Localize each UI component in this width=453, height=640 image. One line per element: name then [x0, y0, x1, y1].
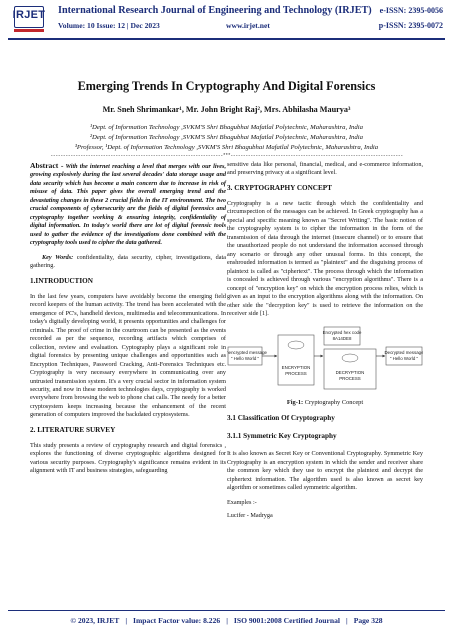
footer-divider [8, 610, 445, 611]
paper-title: Emerging Trends In Cryptography And Digital Forensics [77, 79, 376, 93]
affiliation-2: ²Dept. of Information Technology ,SVKM'S Shri Bhagubhai Mafatlal Polytechnic, Maharashtra, India [90, 134, 363, 141]
encrypted-label: Encrypted hex code [322, 329, 362, 335]
right-column [227, 161, 423, 525]
decrypted-value: " Hello World " [389, 355, 419, 361]
decrypted-label: Decrypted message [384, 349, 423, 355]
keywords-label: Key Words: [42, 253, 74, 261]
symmetric-key-text: It is also known as Secret Key or Conventional Cryptography. Symmetric Key Cryptography is an encryption system in which the sender and receiver share the common key which they use to encrypt the plaintext and decrypt the ciphertext information. The algorithm used is also known as secret key algorithm or sometimes called symmetric algorithm. [227, 450, 423, 492]
affiliation-1: ¹Dept. of Information Technology ,SVKM'S Shri Bhagubhai Mafatlal Polytechnic, Maharashtra, India [90, 124, 363, 131]
symmetric-key-heading: 3.1.1 Symmetric Key Cryptography [227, 432, 337, 441]
encryption-process-box [278, 335, 314, 385]
encrypted-value: 8A14DE8 [332, 335, 352, 341]
decryption-label-1: DECRYPTION [335, 369, 365, 375]
figure-caption-text: Cryptography Concept [303, 398, 364, 406]
e-issn: e-ISSN: 2395-0056 [379, 6, 443, 15]
volume-issue: Volume: 10 Issue: 12 | Dec 2023 [58, 21, 160, 30]
left-column [30, 161, 226, 482]
footer-impact-factor: Impact Factor value: 8.226 [133, 616, 221, 625]
paper-authors: Mr. Sneh Shrimankar¹, Mr. John Bright Raj², Mrs. Abhilasha Maurya³ [102, 105, 351, 114]
decryption-label-2: PROCESS [339, 375, 361, 381]
literature-survey-continued: sensitive data like personal, financial, medical, and e-commerce information, and preserving privacy at a significant level. [227, 161, 423, 177]
journal-footer: © 2023, IRJET | Impact Factor value: 8.226 | ISO 9001:2008 Certified Journal | Page 328 [70, 616, 383, 625]
unencrypted-value: " Hello World " [230, 355, 260, 361]
example-item: Lucifer - Madryga [227, 512, 273, 519]
abstract-text: With the internet reaching a level that merges with our lives, growing explosively during the last several decades' data storage usage and data security which has become a main concern due to increase in risk of misuse of data. This paper gives the overall emerging trend and the devastating changes in these 2 crucial fields in the IT environment. The two crucial components of cybersecurity are the fields of digital forensics and cryptography together working & ensuring integrity, confidentiality of digital information. In today's world there are lot of digital forensic tools used to gather the evidence of the investigations done combined with the cryptography tools used to cipher the data gathered. [30, 163, 227, 247]
classification-heading: 3.1 Classification Of Cryptography [227, 414, 335, 423]
examples-label: Examples :- [227, 498, 257, 506]
figure-diagram [227, 325, 423, 393]
header-divider [8, 38, 445, 40]
keywords-text: confidentiality, data security, cipher, investigations, data gathering. [30, 253, 226, 270]
figure-caption [227, 399, 423, 408]
abstract [30, 161, 226, 248]
irjet-logo [8, 4, 50, 36]
footer-iso: ISO 9001:2008 Certified Journal [233, 616, 340, 625]
introduction-text: In the last few years, computers have avoidably become the emerging field record keepers of the human activity. The trend has been accelerated with the emergence of PC's, handheld devices, multimedia and telecommunications. In today's digitally developing world, it presents opportunities and challenges for criminals. The proof of crime in the courtroom can be presented as the events recorded as per the sequence, recording artifacts which comprises of collection, review and evaluation. Cyptography plays a significant role in digital forensics by presenting unique challenges and opportunities such as Encryption Techniques, Password Cracking, Anti-Forensics Techniques etc. Cryptography is very necessary everywhere in communicating over any untrusted transmission system. It's a very crucial sector in information system security, and now in these modern technologies days, cryptography is worked everywhere from browsing the web to phone chat calls. The needy for a better cryptosystem keeps increasing because the enhancement of the recent generation of computers improved the backdated cryptosystems. [30, 292, 226, 419]
introduction-heading: 1.INTRODUCTION [30, 276, 93, 285]
decryption-process-box [324, 349, 376, 389]
footer-copyright: © 2023, IRJET [70, 616, 120, 625]
literature-survey-text: This study presents a review of cryptography research and digital forensics , explores the functioning of diverse cryptographic algorithms designed for various security purposes. Cryptography's significance remains evident in its alignment with IT and business strategies, safeguarding [30, 441, 226, 475]
cryptography-concept-text: Cryptography is a new tactic through which the confidentiality and circumspection of the messages can be achieved. In Greek cryptography has a special and specific meaning known as "Secret Writing". The basic notion of the cryptography system is to cipher the information in the form of the transmission of data through the internet (insecure channel) or to ensure that the unauthorized people do not understand the information accessed through any scenario or through any other unusual forms. In this concept, the enshrouded information is termed as "plaintext" and the disguising process of plaintext is called as "ciphertext". The process through which the information is concealed is achieved through various "encryption algorithms". There is a concept of "encryption key" on which the encryption process relies, which is given as an input to the encryption algorithms along with the information. On other side the "decryption key" is used to retrieve the information on the receiver side [1]. [227, 199, 423, 318]
encryption-label-2: PROCESS [285, 370, 307, 376]
journal-header [0, 0, 453, 44]
journal-website-link[interactable]: www.irjet.net [226, 21, 270, 30]
figure-label: Fig-1: [286, 398, 304, 406]
abstract-label: Abstract - [30, 161, 64, 170]
affiliation-3: ³Professor, ¹Dept. of Information Technology ,SVKM'S Shri Bhagubhai Mafatlal Polytechnic, Maharashtra, India [74, 144, 379, 151]
p-issn: p-ISSN: 2395-0072 [378, 21, 443, 30]
logo-underline [14, 29, 44, 32]
cryptography-concept-figure [227, 325, 423, 393]
keywords [30, 254, 226, 271]
logo-text: IRJET [12, 9, 46, 21]
cryptography-concept-heading: 3. CRYPTOGRAPHY CONCEPT [227, 183, 332, 192]
encryption-label-1: ENCRYPTION [281, 364, 311, 370]
literature-survey-heading: 2. LITERATURE SURVEY [30, 425, 116, 434]
unencrypted-label: Unencrypted message [227, 349, 267, 355]
section-separator: ---------------------------------------------------------------------***--------------------------------------------------------------------- [50, 153, 403, 159]
footer-page-number: Page 328 [353, 616, 383, 625]
journal-title: International Research Journal of Engineering and Technology (IRJET) [58, 5, 372, 16]
